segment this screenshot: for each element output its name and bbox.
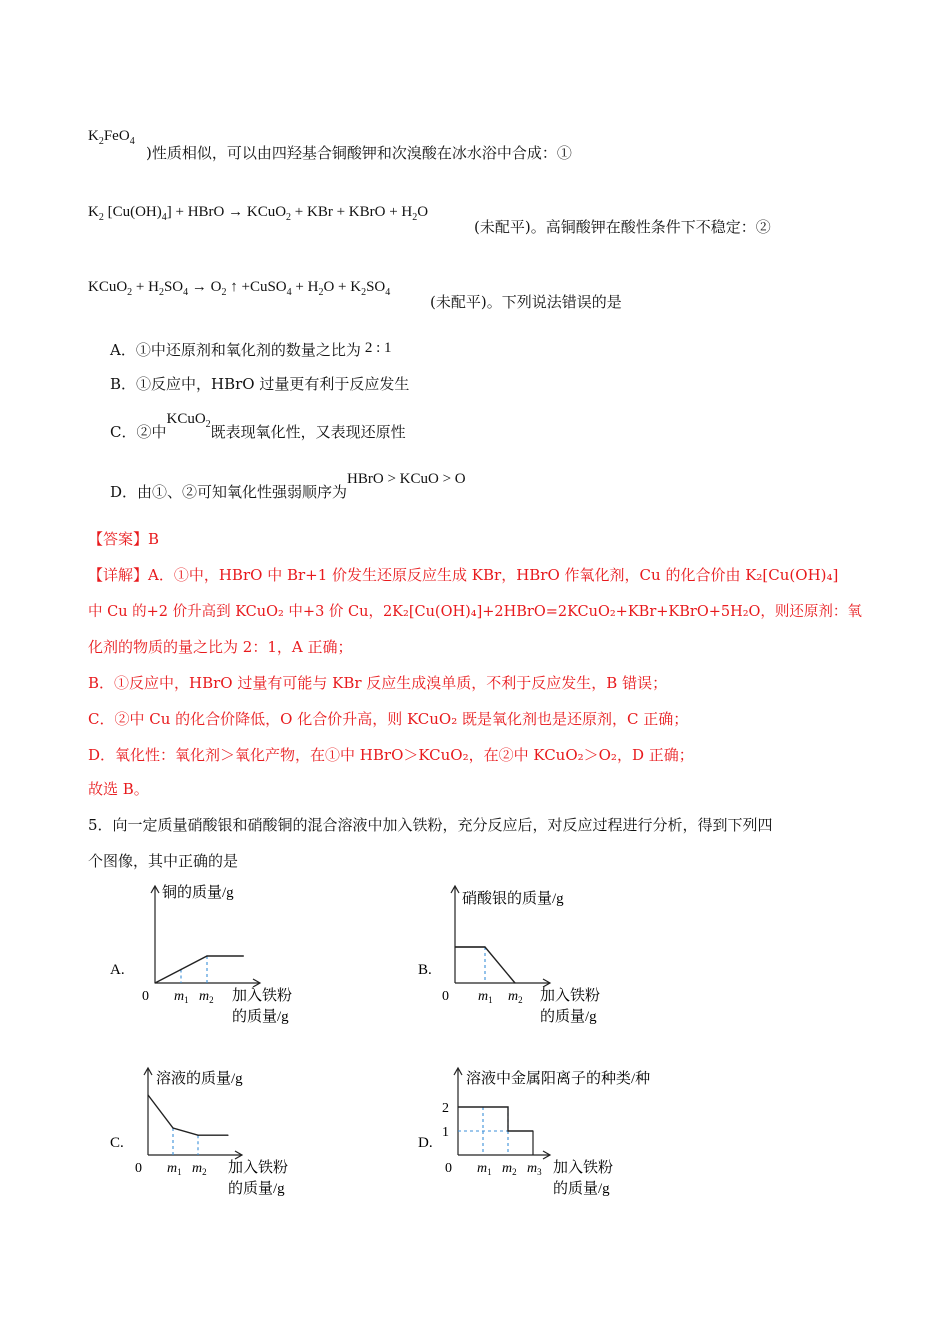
chart-d-tick-m2: $m_2$ <box>502 1161 517 1177</box>
formula-k2feo4: $K_2FeO_4$ <box>88 128 135 147</box>
option-d: D．由①、②可知氧化性强弱顺序为HBrO > KCuO > O <box>110 471 466 501</box>
chart-d-tick-m1: $m_1$ <box>477 1161 492 1177</box>
chart-b-point-2 <box>514 982 515 983</box>
chart-c-origin: 0 <box>135 1161 142 1176</box>
chart-a-point-3 <box>243 955 244 956</box>
chart-d-option-label: D. <box>418 1135 433 1151</box>
chart-b-tick-m1: $m_1$ <box>478 989 493 1005</box>
chart-b-point-1 <box>484 946 485 947</box>
chart-c-point-1 <box>172 1127 173 1128</box>
chart-c-point-2 <box>197 1135 198 1136</box>
chart-a-origin: 0 <box>142 989 149 1004</box>
chart-c-point-3 <box>227 1135 228 1136</box>
chart-d-ytick-2: 2 <box>442 1101 449 1116</box>
chart-c-ylabel: 溶液的质量/g <box>156 1071 243 1087</box>
intro-text-2: (未配平)。高铜酸钾在酸性条件下不稳定：② <box>474 218 771 236</box>
detail-line-7: 故选 B。 <box>88 780 149 798</box>
chart-a-option-label: A. <box>110 962 125 978</box>
chart-a-point-2 <box>206 955 207 956</box>
chart-a-ylabel: 铜的质量/g <box>162 885 234 901</box>
chart-b-option-label: B. <box>418 962 432 978</box>
chart-a-series-line <box>155 956 243 983</box>
chart-d-origin: 0 <box>445 1161 452 1176</box>
chart-c-option-label: C. <box>110 1135 124 1151</box>
question-5-line-1: 5．向一定质量硝酸银和硝酸铜的混合溶液中加入铁粉，充分反应后，对反应过程进行分析，得到下列四 <box>88 816 773 834</box>
chart-d-point-1 <box>507 1106 508 1107</box>
chart-d-series-line <box>458 1107 533 1131</box>
chart-b-point-0 <box>454 946 455 947</box>
chart-d-xlabel-1: 加入铁粉 <box>553 1160 614 1176</box>
chart-c-xlabel-2: 的质量/g <box>228 1181 285 1197</box>
detail-line-5: C．②中 Cu 的化合价降低，O 化合价升高，则 KCuO₂ 既是氧化剂也是还原剂，C 正确； <box>88 710 689 728</box>
chart-c-point-0 <box>147 1094 148 1095</box>
option-c: C．②中KCuO$_2$既表现氧化性，又表现还原性 <box>110 411 406 441</box>
detail-line-3: 化剂的物质的量之比为 2：1，A 正确； <box>88 638 353 656</box>
formula-reaction-1: $K_2$ $[Cu(OH)_4]$ + HBrO → KCuO$_2$ + KBr + KBrO + $H_2O$ <box>88 204 429 223</box>
chart-d-point-2 <box>507 1130 508 1131</box>
chart-d-tick-m3: $m_3$ <box>527 1161 542 1177</box>
question-5-line-2: 个图像，其中正确的是 <box>88 852 239 870</box>
chart-d-point-0 <box>457 1106 458 1107</box>
chart-a-xlabel-1: 加入铁粉 <box>232 988 293 1004</box>
chart-c-series-line <box>148 1095 228 1135</box>
chart-a-tick-m2: $m_2$ <box>199 989 214 1005</box>
intro-text-1: )性质相似，可以由四羟基合铜酸钾和次溴酸在冰水浴中合成：① <box>146 144 572 162</box>
chart-d-point-3 <box>532 1130 533 1131</box>
chart-c-tick-m2: $m_2$ <box>192 1161 207 1177</box>
option-b: B．①反应中，HBrO 过量更有利于反应发生 <box>110 375 410 393</box>
option-a: A．①中还原剂和氧化剂的数量之比为 2 : 1 <box>110 340 392 359</box>
detail-line-6: D．氧化性：氧化剂＞氧化产物，在①中 HBrO＞KCuO₂，在②中 KCuO₂＞O₂，D 正确； <box>88 746 694 764</box>
chart-b-tick-m2: $m_2$ <box>508 989 523 1005</box>
chart-b-ylabel: 硝酸银的质量/g <box>462 891 564 907</box>
detail-line-4: B．①反应中，HBrO 过量有可能与 KBr 反应生成溴单质，不利于反应发生，B 错误； <box>88 674 668 692</box>
chart-d-xlabel-2: 的质量/g <box>553 1181 610 1197</box>
chart-b-xlabel-2: 的质量/g <box>540 1009 597 1025</box>
chart-c-xlabel-1: 加入铁粉 <box>228 1160 289 1176</box>
chart-a-point-1 <box>180 969 181 970</box>
chart-a-tick-m1: $m_1$ <box>174 989 189 1005</box>
chart-a-xlabel-2: 的质量/g <box>232 1009 289 1025</box>
chart-d-ytick-1: 1 <box>442 1125 449 1140</box>
detail-line-2: 中 Cu 的+2 价升高到 KCuO₂ 中+3 价 Cu，2K₂[Cu(OH)₄]+2HBrO=2KCuO₂+KBr+KBrO+5H₂O，则还原剂：氧 <box>88 604 862 620</box>
answer: 【答案】B <box>88 530 160 548</box>
intro-text-3: (未配平)。下列说法错误的是 <box>430 293 622 311</box>
chart-c-tick-m1: $m_1$ <box>167 1161 182 1177</box>
chart-d-ylabel: 溶液中金属阳离子的种类/种 <box>466 1071 651 1087</box>
detail-line-1: 【详解】A．①中，HBrO 中 Br+1 价发生还原反应生成 KBr，HBrO 作氧化剂，Cu 的化合价由 K₂[Cu(OH)₄] <box>88 566 839 584</box>
chart-b-xlabel-1: 加入铁粉 <box>540 988 601 1004</box>
chart-b-origin: 0 <box>442 989 449 1004</box>
formula-reaction-2: KCuO$_2$ + $H_2SO_4 \to O_2$ ↑ +CuSO$_4$ + $H_2O + K_2SO_4$ <box>88 279 391 298</box>
chart-a-point-0 <box>154 982 155 983</box>
